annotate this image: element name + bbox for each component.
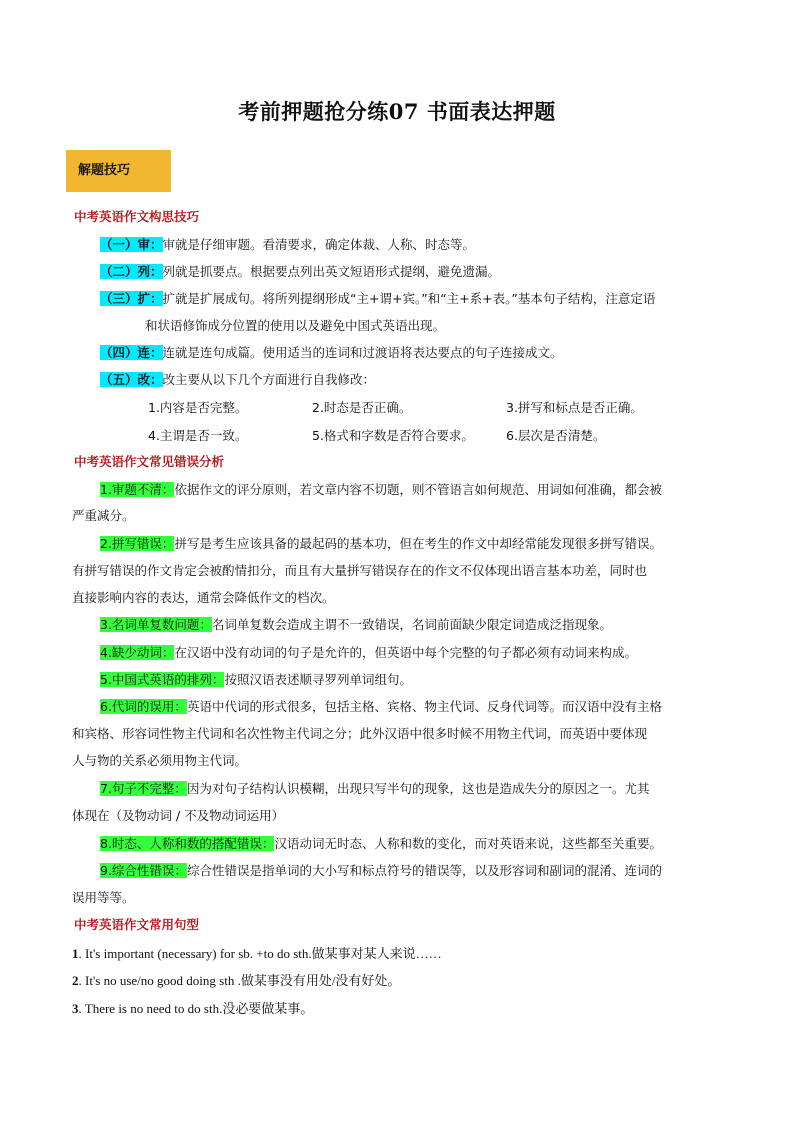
error-text-cont: 人与物的关系必须用物主代词。 xyxy=(72,753,248,768)
error-text: 英语中代词的形式很多，包括主格、宾格、物主代词、反身代词等。而汉语中没有主格 xyxy=(186,699,662,714)
check-item: 3.拼写和标点是否正确。 xyxy=(506,400,643,415)
pattern-item-3 xyxy=(72,998,313,1017)
error-item-3 xyxy=(100,615,612,633)
check-item: 2.时态是否正确。 xyxy=(312,400,412,415)
error-label: 6.代词的误用： xyxy=(100,699,187,714)
check-item: 1.内容是否完整。 xyxy=(148,400,248,415)
pattern-num: 3 xyxy=(72,1001,79,1016)
error-item-8 xyxy=(100,834,662,852)
error-text: 汉语动词无时态、人称和数的变化，而对英语来说，这些都至关重要。 xyxy=(274,836,662,851)
pattern-text: . It's important (necessary) for sb. +to do sth.做某事对某人来说…… xyxy=(78,946,442,961)
error-label: 3.名词单复数问题： xyxy=(100,617,212,632)
error-text-cont: 直接影响内容的表达，通常会降低作文的档次。 xyxy=(72,590,335,605)
section2-heading: 中考英语作文常见错误分析 xyxy=(74,454,225,469)
pattern-num: 2 xyxy=(72,973,79,988)
step-5 xyxy=(100,370,375,388)
step-label: （二）列： xyxy=(100,264,163,279)
step-text: 扩就是扩展成句。将所列提纲形成“主+谓+宾。”和“主+系+表。”基本句子结构，注意定语 xyxy=(162,291,656,306)
error-label: 9.综合性错误： xyxy=(100,863,187,878)
pattern-item-1 xyxy=(72,943,442,962)
step-text: 审就是仔细审题。看清要求，确定体裁、人称、时态等。 xyxy=(162,237,476,252)
error-text: 因为对句子结构认识模糊，出现只写半句的现象，这也是造成失分的原因之一。尤其 xyxy=(186,781,650,796)
error-text-cont: 体现在（及物动词 / 不及物动词运用） xyxy=(72,808,285,823)
error-item-7 xyxy=(100,779,649,797)
step-label: （一）审： xyxy=(100,237,163,252)
error-item-1 xyxy=(100,480,662,498)
section-tag: 解题技巧 xyxy=(66,150,171,192)
step-text: 改主要从以下几个方面进行自我修改： xyxy=(162,372,376,387)
error-item-9 xyxy=(100,861,662,879)
error-text: 拼写是考生应该具备的最起码的基本功，但在考生的作文中却经常能发现很多拼写错误。 xyxy=(174,536,662,551)
error-label: 7.句子不完整： xyxy=(100,781,187,796)
pattern-item-2 xyxy=(72,970,400,989)
step-text: 列就是抓要点。根据要点列出英文短语形式提纲，避免遗漏。 xyxy=(162,264,501,279)
error-text: 按照汉语表述顺寻罗列单词组句。 xyxy=(224,672,412,687)
step-4 xyxy=(100,343,563,361)
error-text: 综合性错误是指单词的大小写和标点符号的错误等，以及形容词和副词的混淆、连词的 xyxy=(186,863,662,878)
check-item: 4.主谓是否一致。 xyxy=(148,428,248,443)
error-item-2 xyxy=(100,534,662,552)
error-text-cont: 严重减分。 xyxy=(72,508,135,523)
error-item-6 xyxy=(100,697,662,715)
pattern-text: . It's no use/no good doing sth .做某事没有用处/没有好处。 xyxy=(78,973,401,988)
error-label: 2.拼写错误： xyxy=(100,536,175,551)
error-item-4 xyxy=(100,643,637,661)
error-item-5 xyxy=(100,670,412,688)
error-label: 1.审题不清： xyxy=(100,482,175,497)
step-label: （三）扩： xyxy=(100,291,163,306)
step-1 xyxy=(100,235,475,253)
error-label: 8.时态、人称和数的搭配错误： xyxy=(100,836,275,851)
error-label: 5.中国式英语的排列： xyxy=(100,672,225,687)
error-text-cont: 误用等等。 xyxy=(72,890,135,905)
error-text: 在汉语中没有动词的句子是允许的，但英语中每个完整的句子都必须有动词来构成。 xyxy=(174,645,637,660)
error-text: 依据作文的评分原则，若文章内容不切题，则不管语言如何规范、用词如何准确，都会被 xyxy=(174,482,662,497)
pattern-text: . There is no need to do sth.没必要做某事。 xyxy=(78,1001,314,1016)
section1-heading: 中考英语作文构思技巧 xyxy=(74,209,200,224)
error-text-cont: 有拼写错误的作文肯定会被酌情扣分，而且有大量拼写错误存在的作文不仅体现出语言基本功差，同时也 xyxy=(72,563,648,578)
error-label: 4.缺少动词： xyxy=(100,645,175,660)
check-item: 5.格式和字数是否符合要求。 xyxy=(312,428,474,443)
error-text: 名词单复数会造成主谓不一致错误，名词前面缺少限定词造成泛指现象。 xyxy=(211,617,612,632)
page-title: 考前押题抢分练07 书面表达押题 xyxy=(238,99,556,124)
step-text: 连就是连句成篇。使用适当的连词和过渡语将表达要点的句子连接成文。 xyxy=(162,345,563,360)
check-item: 6.层次是否清楚。 xyxy=(506,428,606,443)
step-2 xyxy=(100,262,500,280)
pattern-num: 1 xyxy=(72,946,79,961)
error-text-cont: 和宾格、形容词性物主代词和名次性物主代词之分；此外汉语中很多时候不用物主代词，而英语中要体现 xyxy=(72,726,648,741)
section3-heading: 中考英语作文常用句型 xyxy=(74,917,200,932)
step-3-cont: 和状语修饰成分位置的使用以及避免中国式英语出现。 xyxy=(145,318,446,333)
step-label: （五）改： xyxy=(100,372,163,387)
step-3 xyxy=(100,289,655,307)
step-label: （四）连： xyxy=(100,345,163,360)
